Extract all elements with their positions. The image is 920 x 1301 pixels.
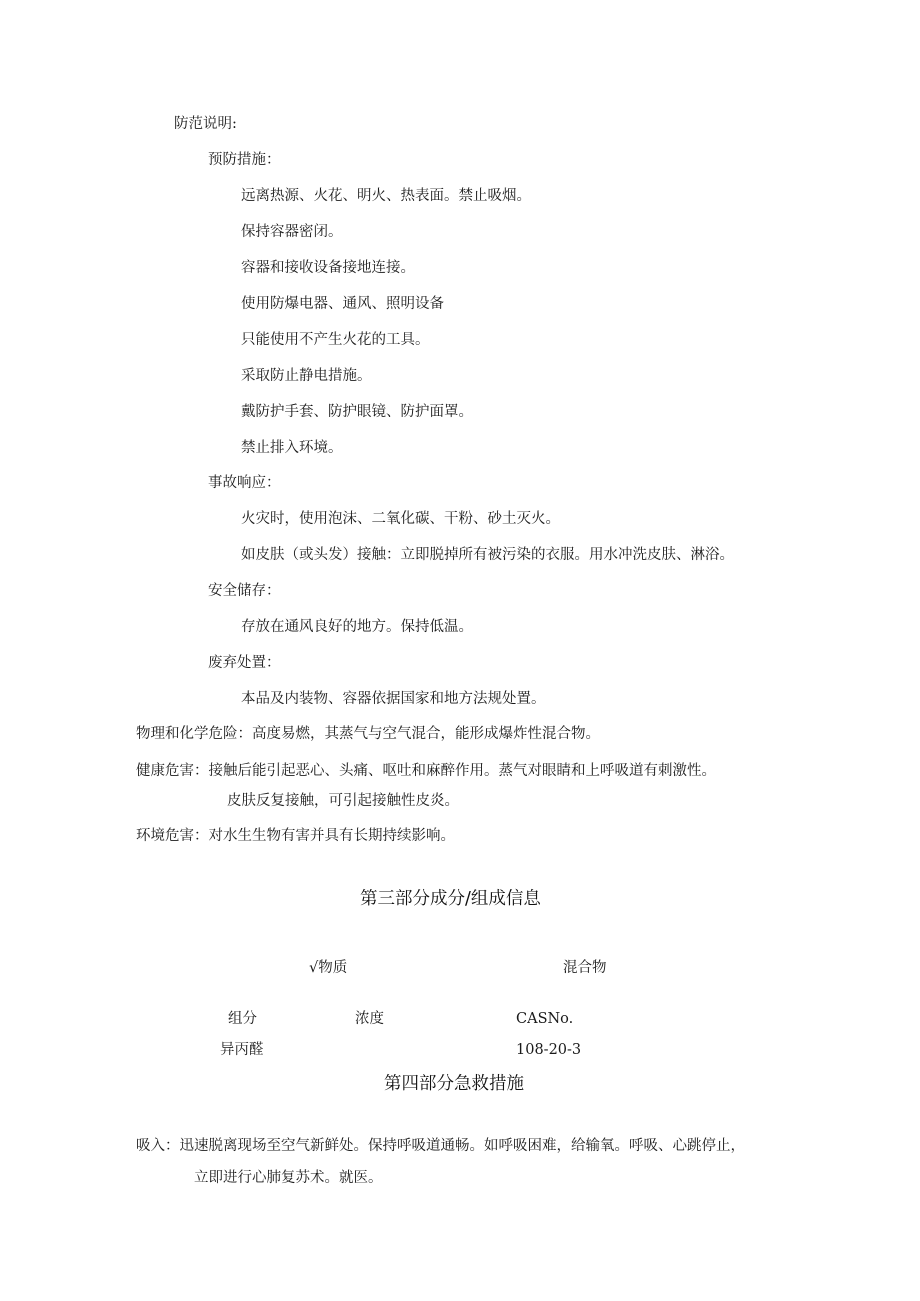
prevention-item: 远离热源、火花、明火、热表面。禁止吸烟。 bbox=[241, 188, 531, 204]
storage-item: 存放在通风良好的地方。保持低温。 bbox=[241, 619, 473, 635]
health-hazard-line2: 皮肤反复接触，可引起接触性皮炎。 bbox=[227, 793, 459, 809]
storage-title: 安全储存： bbox=[208, 583, 281, 599]
substance-label: √物质 bbox=[309, 960, 348, 976]
table-header-component: 组分 bbox=[228, 1011, 257, 1027]
section4-title: 第四部分急救措施 bbox=[384, 1074, 524, 1094]
health-hazard-line1: 健康危害：接触后能引起恶心、头痛、呕吐和麻醉作用。蒸气对眼睛和上呼吸道有刺激性。 bbox=[136, 763, 716, 779]
prevention-item: 戴防护手套、防护眼镜、防护面罩。 bbox=[241, 404, 473, 420]
disposal-title: 废弃处置： bbox=[208, 655, 281, 671]
prevention-item: 只能使用不产生火花的工具。 bbox=[241, 332, 430, 348]
mixture-label: 混合物 bbox=[563, 960, 607, 976]
precaution-title: 防范说明: bbox=[174, 116, 237, 132]
table-cell-component: 异丙醛 bbox=[220, 1042, 264, 1058]
inhalation-line2: 立即进行心肺复苏术。就医。 bbox=[194, 1170, 383, 1186]
prevention-item: 禁止排入环境。 bbox=[241, 440, 343, 456]
response-title: 事故响应： bbox=[208, 475, 281, 491]
inhalation-line1: 吸入：迅速脱离现场至空气新鲜处。保持呼吸道通畅。如呼吸困难，给输氧。呼吸、心跳停止， bbox=[136, 1138, 745, 1154]
response-item: 如皮肤（或头发）接触：立即脱掉所有被污染的衣服。用水冲洗皮肤、淋浴。 bbox=[241, 547, 734, 563]
response-item: 火灾时，使用泡沫、二氧化碳、干粉、砂土灭火。 bbox=[241, 511, 560, 527]
prevention-item: 容器和接收设备接地连接。 bbox=[241, 260, 415, 276]
prevention-item: 使用防爆电器、通风、照明设备 bbox=[241, 296, 444, 312]
physical-hazard: 物理和化学危险：高度易燃，其蒸气与空气混合，能形成爆炸性混合物。 bbox=[136, 726, 600, 742]
prevention-item: 保持容器密闭。 bbox=[241, 224, 343, 240]
prevention-item: 采取防止静电措施。 bbox=[241, 368, 372, 384]
disposal-item: 本品及内装物、容器依据国家和地方法规处置。 bbox=[241, 691, 546, 707]
prevention-title: 预防措施： bbox=[208, 152, 281, 168]
table-header-cas: CASNo. bbox=[516, 1011, 574, 1027]
table-header-concentration: 浓度 bbox=[355, 1011, 384, 1027]
section3-title: 第三部分成分/组成信息 bbox=[360, 889, 541, 909]
environment-hazard: 环境危害：对水生生物有害并具有长期持续影响。 bbox=[136, 828, 455, 844]
table-cell-cas: 108-20-3 bbox=[516, 1042, 582, 1058]
